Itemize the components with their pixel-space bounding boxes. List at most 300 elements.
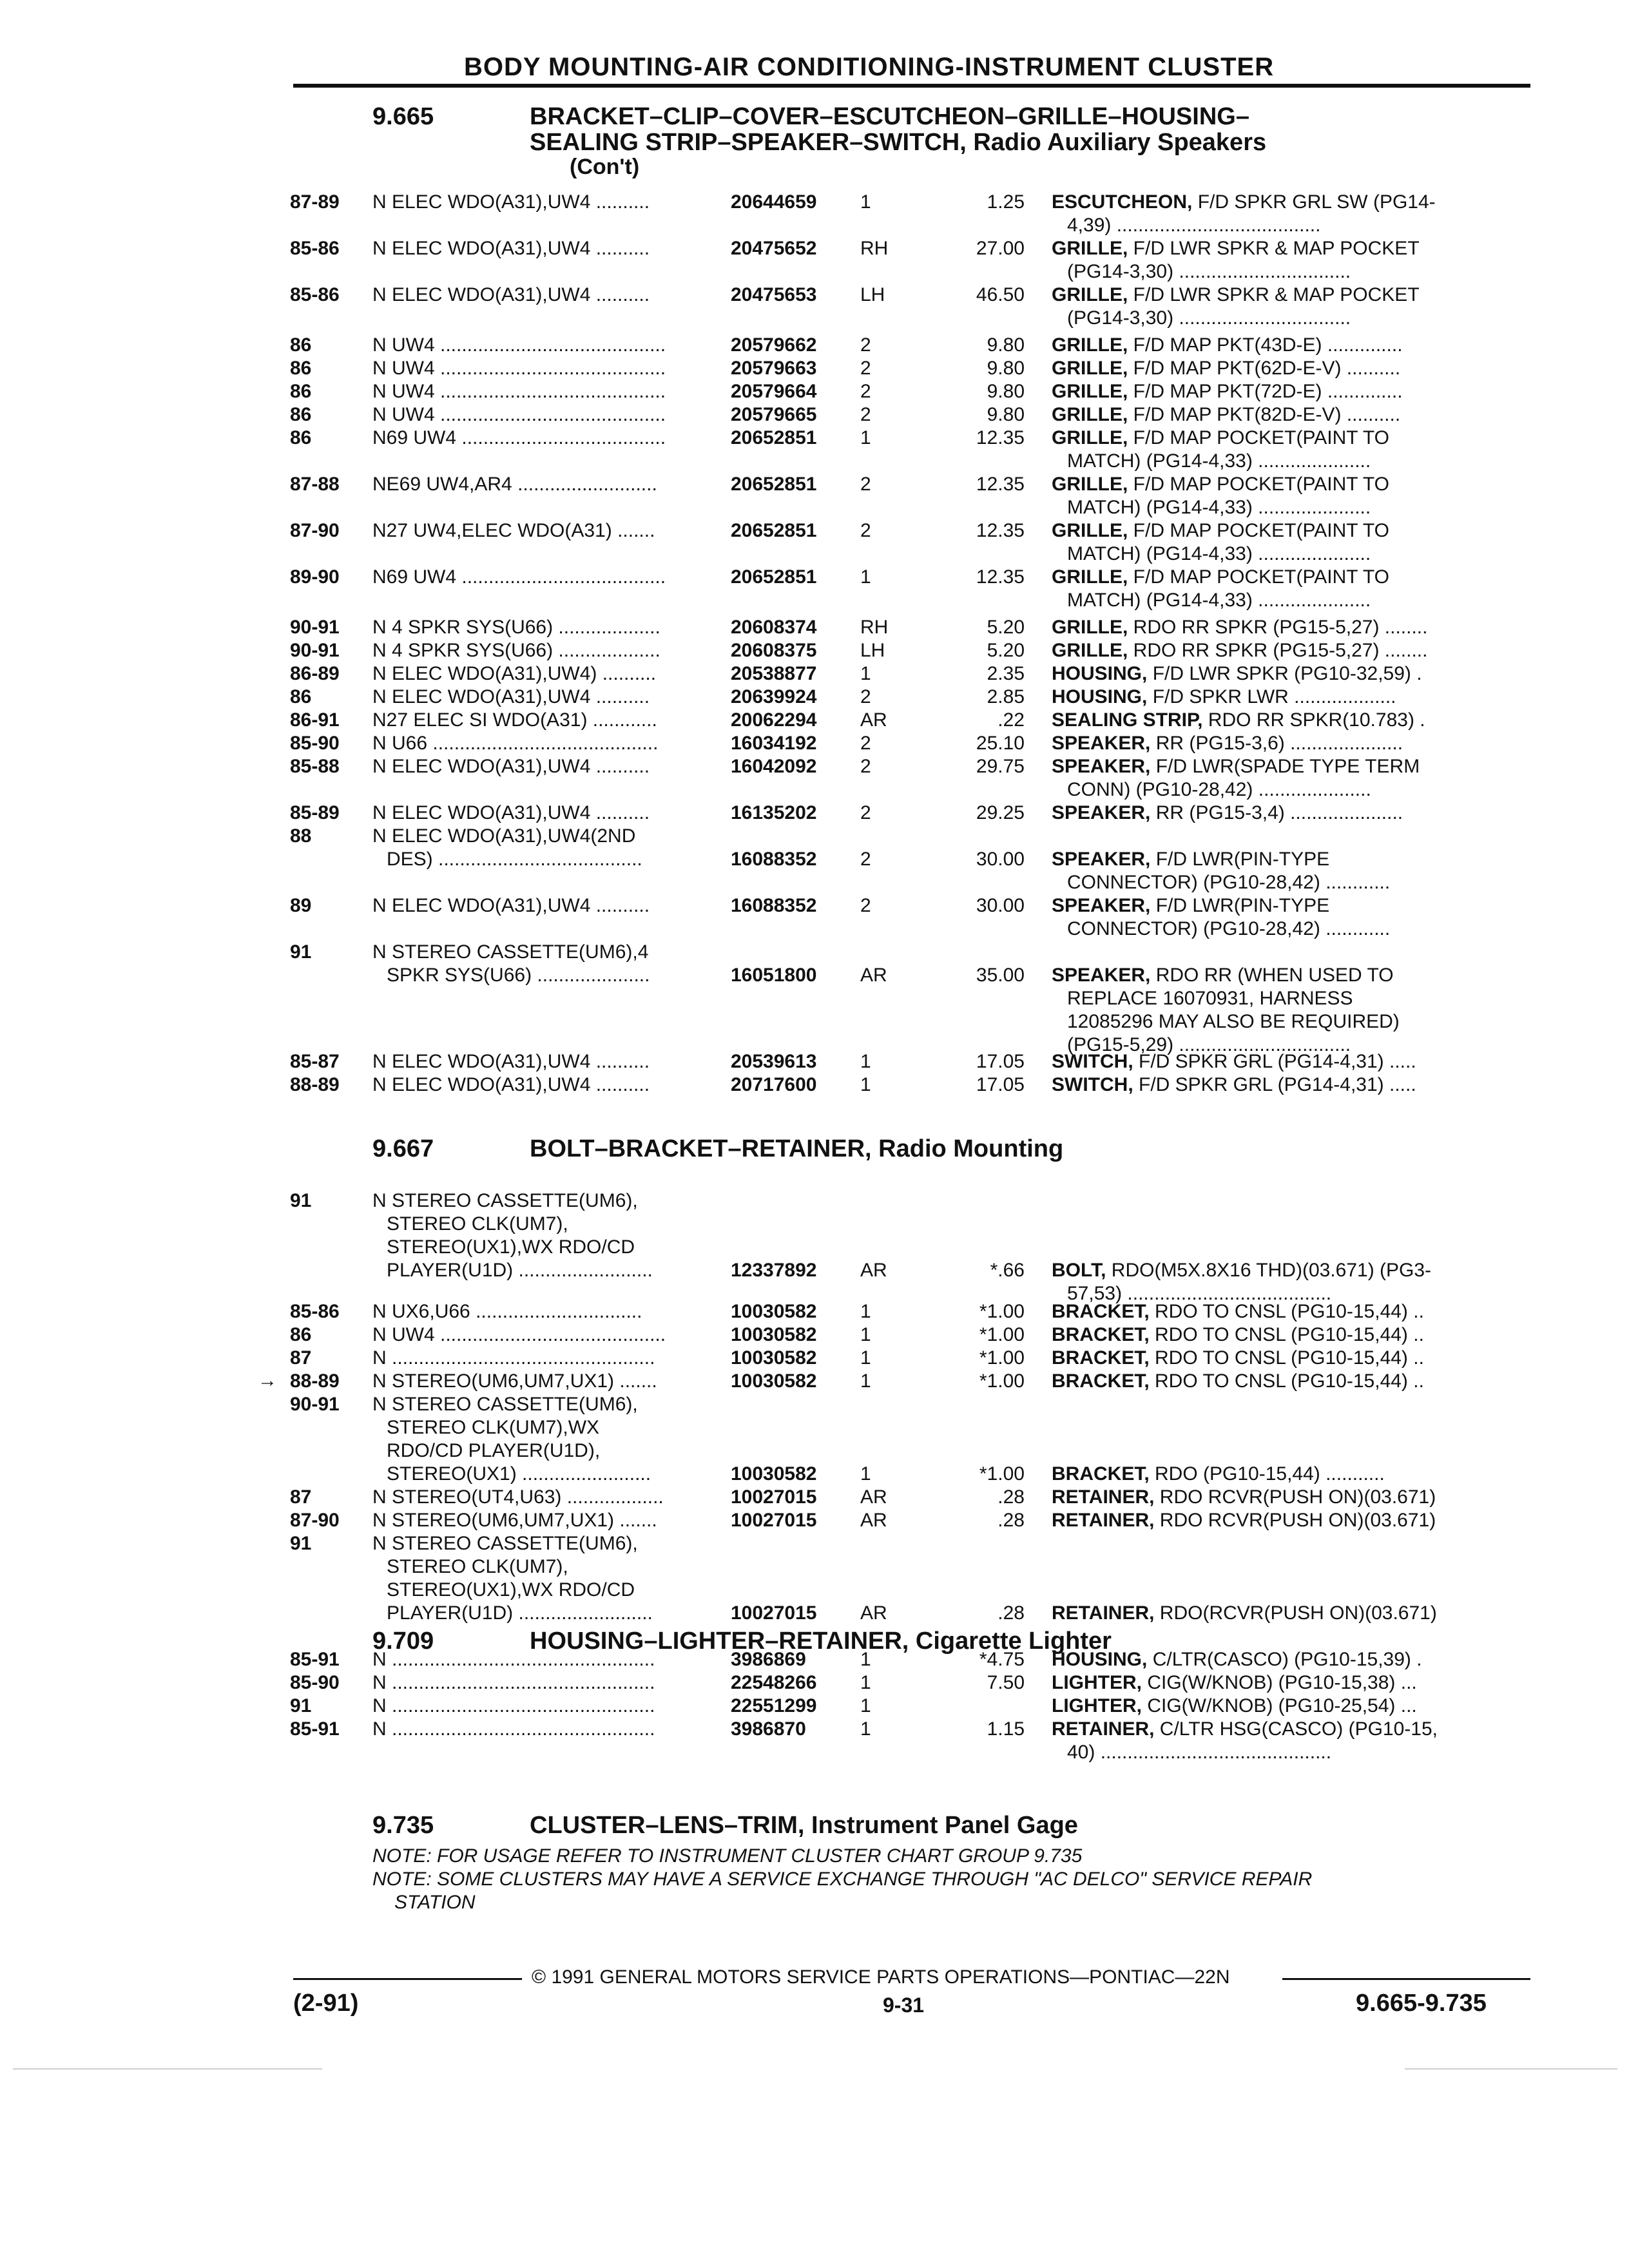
- note-usage: NOTE: FOR USAGE REFER TO INSTRUMENT CLUSTER CHART GROUP 9.735: [372, 1845, 1083, 1867]
- table-row-values: [0, 1073, 1629, 1097]
- part-name: [1052, 334, 1516, 357]
- quantity: 2: [860, 334, 871, 356]
- part-name-bold: GRILLE,: [1052, 520, 1128, 541]
- quantity: 2: [860, 404, 871, 425]
- usage-description: N ELEC WDO(A31),UW4 ..........: [372, 895, 650, 916]
- part-name-bold: BRACKET,: [1052, 1463, 1150, 1485]
- model-years: 87: [290, 1486, 312, 1508]
- usage-description: N27 UW4,ELEC WDO(A31) .......: [372, 520, 655, 541]
- part-name: [1052, 1695, 1516, 1718]
- model-years: 86: [290, 334, 312, 356]
- part-name-bold: RETAINER,: [1052, 1510, 1155, 1531]
- price: 5.20: [987, 617, 1025, 638]
- part-number: 22548266: [731, 1672, 817, 1693]
- table-row-name-cont: [0, 307, 1629, 330]
- table-row-name-cont: [0, 543, 1629, 566]
- table-row-values: [0, 1323, 1629, 1347]
- table-row-values: [0, 237, 1629, 260]
- part-number: 20644659: [731, 191, 817, 213]
- part-number: 10027015: [731, 1602, 817, 1624]
- usage-description-cont: RDO/CD PLAYER(U1D),: [387, 1440, 601, 1461]
- part-name: [1052, 1486, 1516, 1509]
- part-name: [1052, 709, 1516, 732]
- price: 27.00: [976, 238, 1025, 259]
- price: .28: [998, 1486, 1025, 1508]
- model-years: 85-90: [290, 1672, 340, 1693]
- quantity: 2: [860, 756, 871, 777]
- part-name-cont: 4,39) ......................................: [1067, 215, 1321, 236]
- footer-date: (2-91): [293, 1990, 359, 2017]
- part-name-detail: F/D LWR SPKR (PG10-32,59) .: [1147, 663, 1422, 684]
- quantity: AR: [860, 965, 887, 986]
- part-name-detail: RDO (PG10-15,44) ...........: [1149, 1463, 1385, 1485]
- table-row-values: [0, 1486, 1629, 1509]
- table-row-values: [0, 1370, 1629, 1393]
- part-number: 20062294: [731, 709, 817, 731]
- quantity: 2: [860, 358, 871, 379]
- price: *1.00: [979, 1324, 1025, 1345]
- model-years: 91: [290, 1695, 312, 1716]
- usage-description: N STEREO(UM6,UM7,UX1) .......: [372, 1370, 657, 1392]
- model-years: 91: [290, 941, 312, 963]
- part-name-detail: F/D MAP PKT(72D-E) ..............: [1128, 381, 1403, 402]
- part-name-bold: BRACKET,: [1052, 1347, 1150, 1369]
- part-name-detail: RDO TO CNSL (PG10-15,44) ..: [1149, 1301, 1424, 1322]
- price: *1.00: [979, 1463, 1025, 1485]
- part-name-cont: MATCH) (PG14-4,33) .....................: [1067, 590, 1371, 611]
- usage-description: N ELEC WDO(A31),UW4 ..........: [372, 686, 650, 707]
- usage-description: N ELEC WDO(A31),UW4 ..........: [372, 284, 650, 305]
- price: 9.80: [987, 381, 1025, 402]
- table-row-name-cont: [0, 778, 1629, 802]
- part-name-bold: BOLT,: [1052, 1260, 1106, 1281]
- table-row-name-cont: [0, 1741, 1629, 1764]
- part-name-cont: CONNECTOR) (PG10-28,42) ............: [1067, 872, 1391, 893]
- part-number: 16135202: [731, 802, 817, 823]
- part-name-cont: (PG15-5,29) ................................: [1067, 1034, 1351, 1055]
- price: 1.25: [987, 191, 1025, 213]
- usage-description: N .................................................: [372, 1649, 655, 1670]
- part-name: [1052, 1718, 1516, 1741]
- price: 12.35: [976, 520, 1025, 541]
- part-name: [1052, 686, 1516, 709]
- part-name-bold: GRILLE,: [1052, 427, 1128, 448]
- part-name-bold: SPEAKER,: [1052, 849, 1151, 870]
- footer-section-range: 9.665-9.735: [1356, 1990, 1487, 2017]
- quantity: LH: [860, 640, 885, 661]
- part-name: [1052, 1259, 1516, 1282]
- usage-description-cont: SPKR SYS(U66) .....................: [387, 965, 650, 986]
- part-name-bold: RETAINER,: [1052, 1718, 1155, 1740]
- table-row-name-cont: [0, 260, 1629, 284]
- part-number: 20639924: [731, 686, 817, 707]
- table-row-name-cont: [0, 987, 1629, 1010]
- quantity: 2: [860, 733, 871, 754]
- model-years: 88-89: [290, 1370, 340, 1392]
- quantity: 1: [860, 1347, 871, 1369]
- usage-description: N ELEC WDO(A31),UW4) ..........: [372, 663, 657, 684]
- model-years: 85-89: [290, 802, 340, 823]
- part-name-bold: RETAINER,: [1052, 1602, 1155, 1624]
- price: 12.35: [976, 474, 1025, 495]
- table-row-desc-cont: [0, 1579, 1629, 1602]
- quantity: AR: [860, 709, 887, 731]
- usage-description: N ELEC WDO(A31),UW4 ..........: [372, 802, 650, 823]
- table-row-values: [0, 686, 1629, 709]
- part-name-bold: SPEAKER,: [1052, 965, 1151, 986]
- usage-description: N .................................................: [372, 1695, 655, 1716]
- usage-description: N 4 SPKR SYS(U66) ...................: [372, 617, 660, 638]
- usage-description-cont: STEREO(UX1),WX RDO/CD: [387, 1236, 635, 1258]
- part-number: 20717600: [731, 1074, 817, 1095]
- table-row-values: [0, 427, 1629, 450]
- price: 29.75: [976, 756, 1025, 777]
- part-name-cont: REPLACE 16070931, HARNESS: [1067, 988, 1353, 1009]
- part-number: 20652851: [731, 520, 817, 541]
- part-name-detail: CIG(W/KNOB) (PG10-25,54) ...: [1142, 1695, 1417, 1716]
- quantity: 1: [860, 1695, 871, 1716]
- part-name-cont: 40) ...........................................: [1067, 1742, 1332, 1763]
- page-header-title: BODY MOUNTING-AIR CONDITIONING-INSTRUMENT CLUSTER: [464, 53, 1275, 81]
- part-number: 20475653: [731, 284, 817, 305]
- usage-description-cont: STEREO(UX1) ........................: [387, 1463, 651, 1485]
- part-name: [1052, 639, 1516, 662]
- model-years: 86-89: [290, 663, 340, 684]
- usage-description: N STEREO CASSETTE(UM6),: [372, 1533, 638, 1554]
- part-name: [1052, 403, 1516, 427]
- part-name-bold: GRILLE,: [1052, 284, 1128, 305]
- quantity: 2: [860, 520, 871, 541]
- price: 30.00: [976, 895, 1025, 916]
- part-name: [1052, 1323, 1516, 1347]
- header-rule: [293, 84, 1530, 88]
- part-name: [1052, 191, 1516, 214]
- usage-description-cont: STEREO(UX1),WX RDO/CD: [387, 1579, 635, 1600]
- scan-artifact: [13, 2068, 322, 2070]
- table-row-values: [0, 1463, 1629, 1486]
- part-name-bold: GRILLE,: [1052, 617, 1128, 638]
- section-continued: (Con't): [570, 155, 640, 179]
- part-number: 20579663: [731, 358, 817, 379]
- part-number: 20608374: [731, 617, 817, 638]
- part-name-detail: F/D LWR(PIN-TYPE: [1150, 895, 1330, 916]
- part-name-detail: RDO RCVR(PUSH ON)(03.671): [1154, 1486, 1436, 1508]
- part-name-detail: F/D SPKR GRL SW (PG14-: [1192, 191, 1436, 213]
- model-years: 85-86: [290, 238, 340, 259]
- table-row: [0, 941, 1629, 964]
- part-name-bold: HOUSING,: [1052, 663, 1148, 684]
- part-name-detail: F/D MAP PKT(43D-E) ..............: [1128, 334, 1403, 356]
- part-number: 20579665: [731, 404, 817, 425]
- quantity: 1: [860, 663, 871, 684]
- part-name-detail: C/LTR HSG(CASCO) (PG10-15,: [1154, 1718, 1438, 1740]
- part-number: 16034192: [731, 733, 817, 754]
- table-row-name-cont: [0, 589, 1629, 612]
- model-years: 91: [290, 1190, 312, 1211]
- table-row-values: [0, 1259, 1629, 1282]
- usage-description: N STEREO(UT4,U63) ..................: [372, 1486, 664, 1508]
- part-name-cont: MATCH) (PG14-4,33) .....................: [1067, 543, 1371, 564]
- part-name-cont: MATCH) (PG14-4,33) .....................: [1067, 450, 1371, 472]
- model-years: 85-88: [290, 756, 340, 777]
- usage-description-cont: DES) ......................................: [387, 849, 642, 870]
- usage-description: N ELEC WDO(A31),UW4 ..........: [372, 756, 650, 777]
- price: 35.00: [976, 965, 1025, 986]
- usage-description: N U66 ..........................................: [372, 733, 659, 754]
- model-years: 89: [290, 895, 312, 916]
- table-row-values: [0, 334, 1629, 357]
- quantity: AR: [860, 1260, 887, 1281]
- part-number: 20652851: [731, 566, 817, 588]
- usage-description: N STEREO CASSETTE(UM6),: [372, 1190, 638, 1211]
- part-number: 10030582: [731, 1463, 817, 1485]
- part-name: [1052, 519, 1516, 543]
- part-name-bold: HOUSING,: [1052, 1649, 1148, 1670]
- usage-description-cont: PLAYER(U1D) .........................: [387, 1260, 653, 1281]
- table-row-values: [0, 1509, 1629, 1532]
- price: 2.85: [987, 686, 1025, 707]
- table-row-values: [0, 191, 1629, 214]
- table-row-values: [0, 964, 1629, 987]
- model-years: 90-91: [290, 617, 340, 638]
- part-number: 20652851: [731, 474, 817, 495]
- usage-description: N UW4 ..........................................: [372, 404, 666, 425]
- quantity: 1: [860, 1718, 871, 1740]
- price: .28: [998, 1602, 1025, 1624]
- price: 25.10: [976, 733, 1025, 754]
- price: 46.50: [976, 284, 1025, 305]
- table-row: [0, 1393, 1629, 1416]
- usage-description: N UX6,U66 ...............................: [372, 1301, 642, 1322]
- part-number: 3986870: [731, 1718, 806, 1740]
- quantity: 1: [860, 566, 871, 588]
- quantity: 1: [860, 1649, 871, 1670]
- part-name-cont: CONN) (PG10-28,42) .....................: [1067, 779, 1371, 800]
- part-name: [1052, 616, 1516, 639]
- part-name-detail: F/D LWR SPKR & MAP POCKET: [1128, 284, 1420, 305]
- part-number: 20579664: [731, 381, 817, 402]
- part-number: 16088352: [731, 849, 817, 870]
- usage-description: N .................................................: [372, 1718, 655, 1740]
- quantity: RH: [860, 617, 889, 638]
- section-title: BOLT–BRACKET–RETAINER, Radio Mounting: [530, 1135, 1064, 1162]
- table-row-desc-cont: [0, 1236, 1629, 1259]
- part-name-cont: (PG14-3,30) ................................: [1067, 261, 1351, 282]
- table-row-values: [0, 755, 1629, 778]
- price: 29.25: [976, 802, 1025, 823]
- part-name-bold: GRILLE,: [1052, 566, 1128, 588]
- part-name-bold: LIGHTER,: [1052, 1695, 1142, 1716]
- quantity: 1: [860, 1074, 871, 1095]
- part-number: 20475652: [731, 238, 817, 259]
- part-name-bold: GRILLE,: [1052, 640, 1128, 661]
- table-row-values: [0, 616, 1629, 639]
- usage-description: N69 UW4 ......................................: [372, 566, 666, 588]
- model-years: 86: [290, 1324, 312, 1345]
- quantity: 2: [860, 686, 871, 707]
- scan-artifact: [1405, 2068, 1617, 2070]
- part-name-bold: SPEAKER,: [1052, 802, 1151, 823]
- model-years: 91: [290, 1533, 312, 1554]
- model-years: 85-91: [290, 1718, 340, 1740]
- part-name-detail: F/D SPKR LWR ...................: [1147, 686, 1396, 707]
- table-row-values: [0, 662, 1629, 686]
- section-title: HOUSING–LIGHTER–RETAINER, Cigarette Lighter: [530, 1628, 1112, 1655]
- part-name-detail: RR (PG15-3,6) .....................: [1150, 733, 1403, 754]
- part-name: [1052, 473, 1516, 496]
- model-years: 85-90: [290, 733, 340, 754]
- section-number: 9.709: [372, 1628, 434, 1655]
- part-name-detail: RDO RR SPKR(10.783) .: [1202, 709, 1425, 731]
- usage-description: N69 UW4 ......................................: [372, 427, 666, 448]
- note-exchange: NOTE: SOME CLUSTERS MAY HAVE A SERVICE EXCHANGE THROUGH "AC DELCO" SERVICE REPAIR: [372, 1869, 1313, 1890]
- part-name-detail: RDO(M5X.8X16 THD)(03.671) (PG3-: [1106, 1260, 1432, 1281]
- part-name-cont: 12085296 MAY ALSO BE REQUIRED): [1067, 1011, 1400, 1032]
- part-name-detail: F/D MAP POCKET(PAINT TO: [1128, 474, 1389, 495]
- part-name: [1052, 1050, 1516, 1073]
- price: 9.80: [987, 404, 1025, 425]
- table-row-name-cont: [0, 871, 1629, 894]
- part-name-bold: BRACKET,: [1052, 1301, 1150, 1322]
- part-number: 16051800: [731, 965, 817, 986]
- section-title: BRACKET–CLIP–COVER–ESCUTCHEON–GRILLE–HOUSING–: [530, 103, 1249, 130]
- model-years: 86: [290, 381, 312, 402]
- table-row: [0, 825, 1629, 848]
- part-name: [1052, 848, 1516, 871]
- table-row-values: [0, 1050, 1629, 1073]
- part-name-bold: RETAINER,: [1052, 1486, 1155, 1508]
- part-name-bold: SPEAKER,: [1052, 895, 1151, 916]
- part-name-detail: RDO TO CNSL (PG10-15,44) ..: [1149, 1324, 1424, 1345]
- part-number: 10030582: [731, 1324, 817, 1345]
- part-name-detail: F/D SPKR GRL (PG14-4,31) .....: [1133, 1074, 1416, 1095]
- part-name: [1052, 1300, 1516, 1323]
- part-name: [1052, 1671, 1516, 1695]
- part-name: [1052, 662, 1516, 686]
- part-name-bold: SEALING STRIP,: [1052, 709, 1203, 731]
- usage-description: N .................................................: [372, 1347, 655, 1369]
- part-name: [1052, 802, 1516, 825]
- usage-description: N UW4 ..........................................: [372, 1324, 666, 1345]
- model-years: 88: [290, 825, 312, 847]
- part-name-detail: RDO TO CNSL (PG10-15,44) ..: [1149, 1370, 1424, 1392]
- model-years: 90-91: [290, 1394, 340, 1415]
- table-row-values: [0, 357, 1629, 380]
- part-name-bold: SWITCH,: [1052, 1074, 1133, 1095]
- usage-description-cont: PLAYER(U1D) .........................: [387, 1602, 653, 1624]
- model-years: 85-87: [290, 1051, 340, 1072]
- section-title: CLUSTER–LENS–TRIM, Instrument Panel Gage: [530, 1812, 1078, 1839]
- part-name: [1052, 1463, 1516, 1486]
- part-name-detail: RDO(RCVR(PUSH ON)(03.671): [1154, 1602, 1437, 1624]
- table-row-values: [0, 709, 1629, 732]
- model-years: 87-89: [290, 191, 340, 213]
- part-number: 12337892: [731, 1260, 817, 1281]
- usage-description-cont: STEREO CLK(UM7),: [387, 1556, 568, 1577]
- part-name-bold: SPEAKER,: [1052, 733, 1151, 754]
- table-row-values: [0, 473, 1629, 496]
- usage-description: N UW4 ..........................................: [372, 381, 666, 402]
- table-row-values: [0, 639, 1629, 662]
- part-name-detail: F/D SPKR GRL (PG14-4,31) .....: [1133, 1051, 1416, 1072]
- usage-description-cont: STEREO CLK(UM7),: [387, 1213, 568, 1235]
- quantity: 1: [860, 191, 871, 213]
- part-number: 20652851: [731, 427, 817, 448]
- quantity: LH: [860, 284, 885, 305]
- part-name-detail: CIG(W/KNOB) (PG10-15,38) ...: [1142, 1672, 1417, 1693]
- part-name-bold: GRILLE,: [1052, 238, 1128, 259]
- section-title-line2: SEALING STRIP–SPEAKER–SWITCH, Radio Auxiliary Speakers: [530, 129, 1267, 156]
- table-row-name-cont: [0, 918, 1629, 941]
- usage-description: N ELEC WDO(A31),UW4 ..........: [372, 191, 650, 213]
- part-name-bold: GRILLE,: [1052, 358, 1128, 379]
- model-years: 85-91: [290, 1649, 340, 1670]
- part-name-detail: F/D MAP POCKET(PAINT TO: [1128, 427, 1389, 448]
- price: 7.50: [987, 1672, 1025, 1693]
- model-years: 87-90: [290, 520, 340, 541]
- usage-description-cont: STEREO CLK(UM7),WX: [387, 1417, 600, 1438]
- price: 5.20: [987, 640, 1025, 661]
- table-row-values: [0, 1718, 1629, 1741]
- section-number: 9.665: [372, 103, 434, 130]
- part-name-detail: F/D MAP POCKET(PAINT TO: [1128, 566, 1389, 588]
- part-name-cont: MATCH) (PG14-4,33) .....................: [1067, 497, 1371, 518]
- model-years: 89-90: [290, 566, 340, 588]
- price: .22: [998, 709, 1025, 731]
- quantity: 2: [860, 849, 871, 870]
- quantity: 2: [860, 474, 871, 495]
- footer-rule-left: [293, 1978, 522, 1980]
- change-marker-arrow: →: [258, 1370, 277, 1391]
- footer-copyright: © 1991 GENERAL MOTORS SERVICE PARTS OPERATIONS—PONTIAC—22N: [532, 1966, 1230, 1988]
- part-name-detail: RDO RR SPKR (PG15-5,27) ........: [1128, 640, 1428, 661]
- model-years: 86: [290, 427, 312, 448]
- usage-description: N27 ELEC SI WDO(A31) ............: [372, 709, 657, 731]
- part-name: [1052, 1648, 1516, 1671]
- part-name-detail: F/D MAP PKT(62D-E-V) ..........: [1128, 358, 1401, 379]
- part-name-detail: C/LTR(CASCO) (PG10-15,39) .: [1147, 1649, 1422, 1670]
- part-name: [1052, 1370, 1516, 1393]
- part-name-detail: F/D MAP POCKET(PAINT TO: [1128, 520, 1389, 541]
- part-number: 10027015: [731, 1510, 817, 1531]
- part-name-bold: HOUSING,: [1052, 686, 1148, 707]
- part-name: [1052, 237, 1516, 260]
- part-number: 10027015: [731, 1486, 817, 1508]
- price: *1.00: [979, 1301, 1025, 1322]
- usage-description: N STEREO(UM6,UM7,UX1) .......: [372, 1510, 657, 1531]
- model-years: 85-86: [290, 284, 340, 305]
- usage-description: N ELEC WDO(A31),UW4 ..........: [372, 1074, 650, 1095]
- table-row-values: [0, 802, 1629, 825]
- section-number: 9.735: [372, 1812, 434, 1839]
- price: *4.75: [979, 1649, 1025, 1670]
- model-years: 87-90: [290, 1510, 340, 1531]
- usage-description: N STEREO CASSETTE(UM6),4: [372, 941, 649, 963]
- price: 9.80: [987, 334, 1025, 356]
- model-years: 88-89: [290, 1074, 340, 1095]
- part-name: [1052, 1509, 1516, 1532]
- quantity: 2: [860, 802, 871, 823]
- part-name-cont: 57,53) ......................................: [1067, 1283, 1332, 1304]
- part-name: [1052, 357, 1516, 380]
- quantity: 1: [860, 1051, 871, 1072]
- part-name-detail: F/D MAP PKT(82D-E-V) ..........: [1128, 404, 1401, 425]
- quantity: 2: [860, 895, 871, 916]
- part-name-bold: GRILLE,: [1052, 334, 1128, 356]
- quantity: 2: [860, 381, 871, 402]
- table-row-values: [0, 894, 1629, 918]
- part-name-detail: RDO RCVR(PUSH ON)(03.671): [1154, 1510, 1436, 1531]
